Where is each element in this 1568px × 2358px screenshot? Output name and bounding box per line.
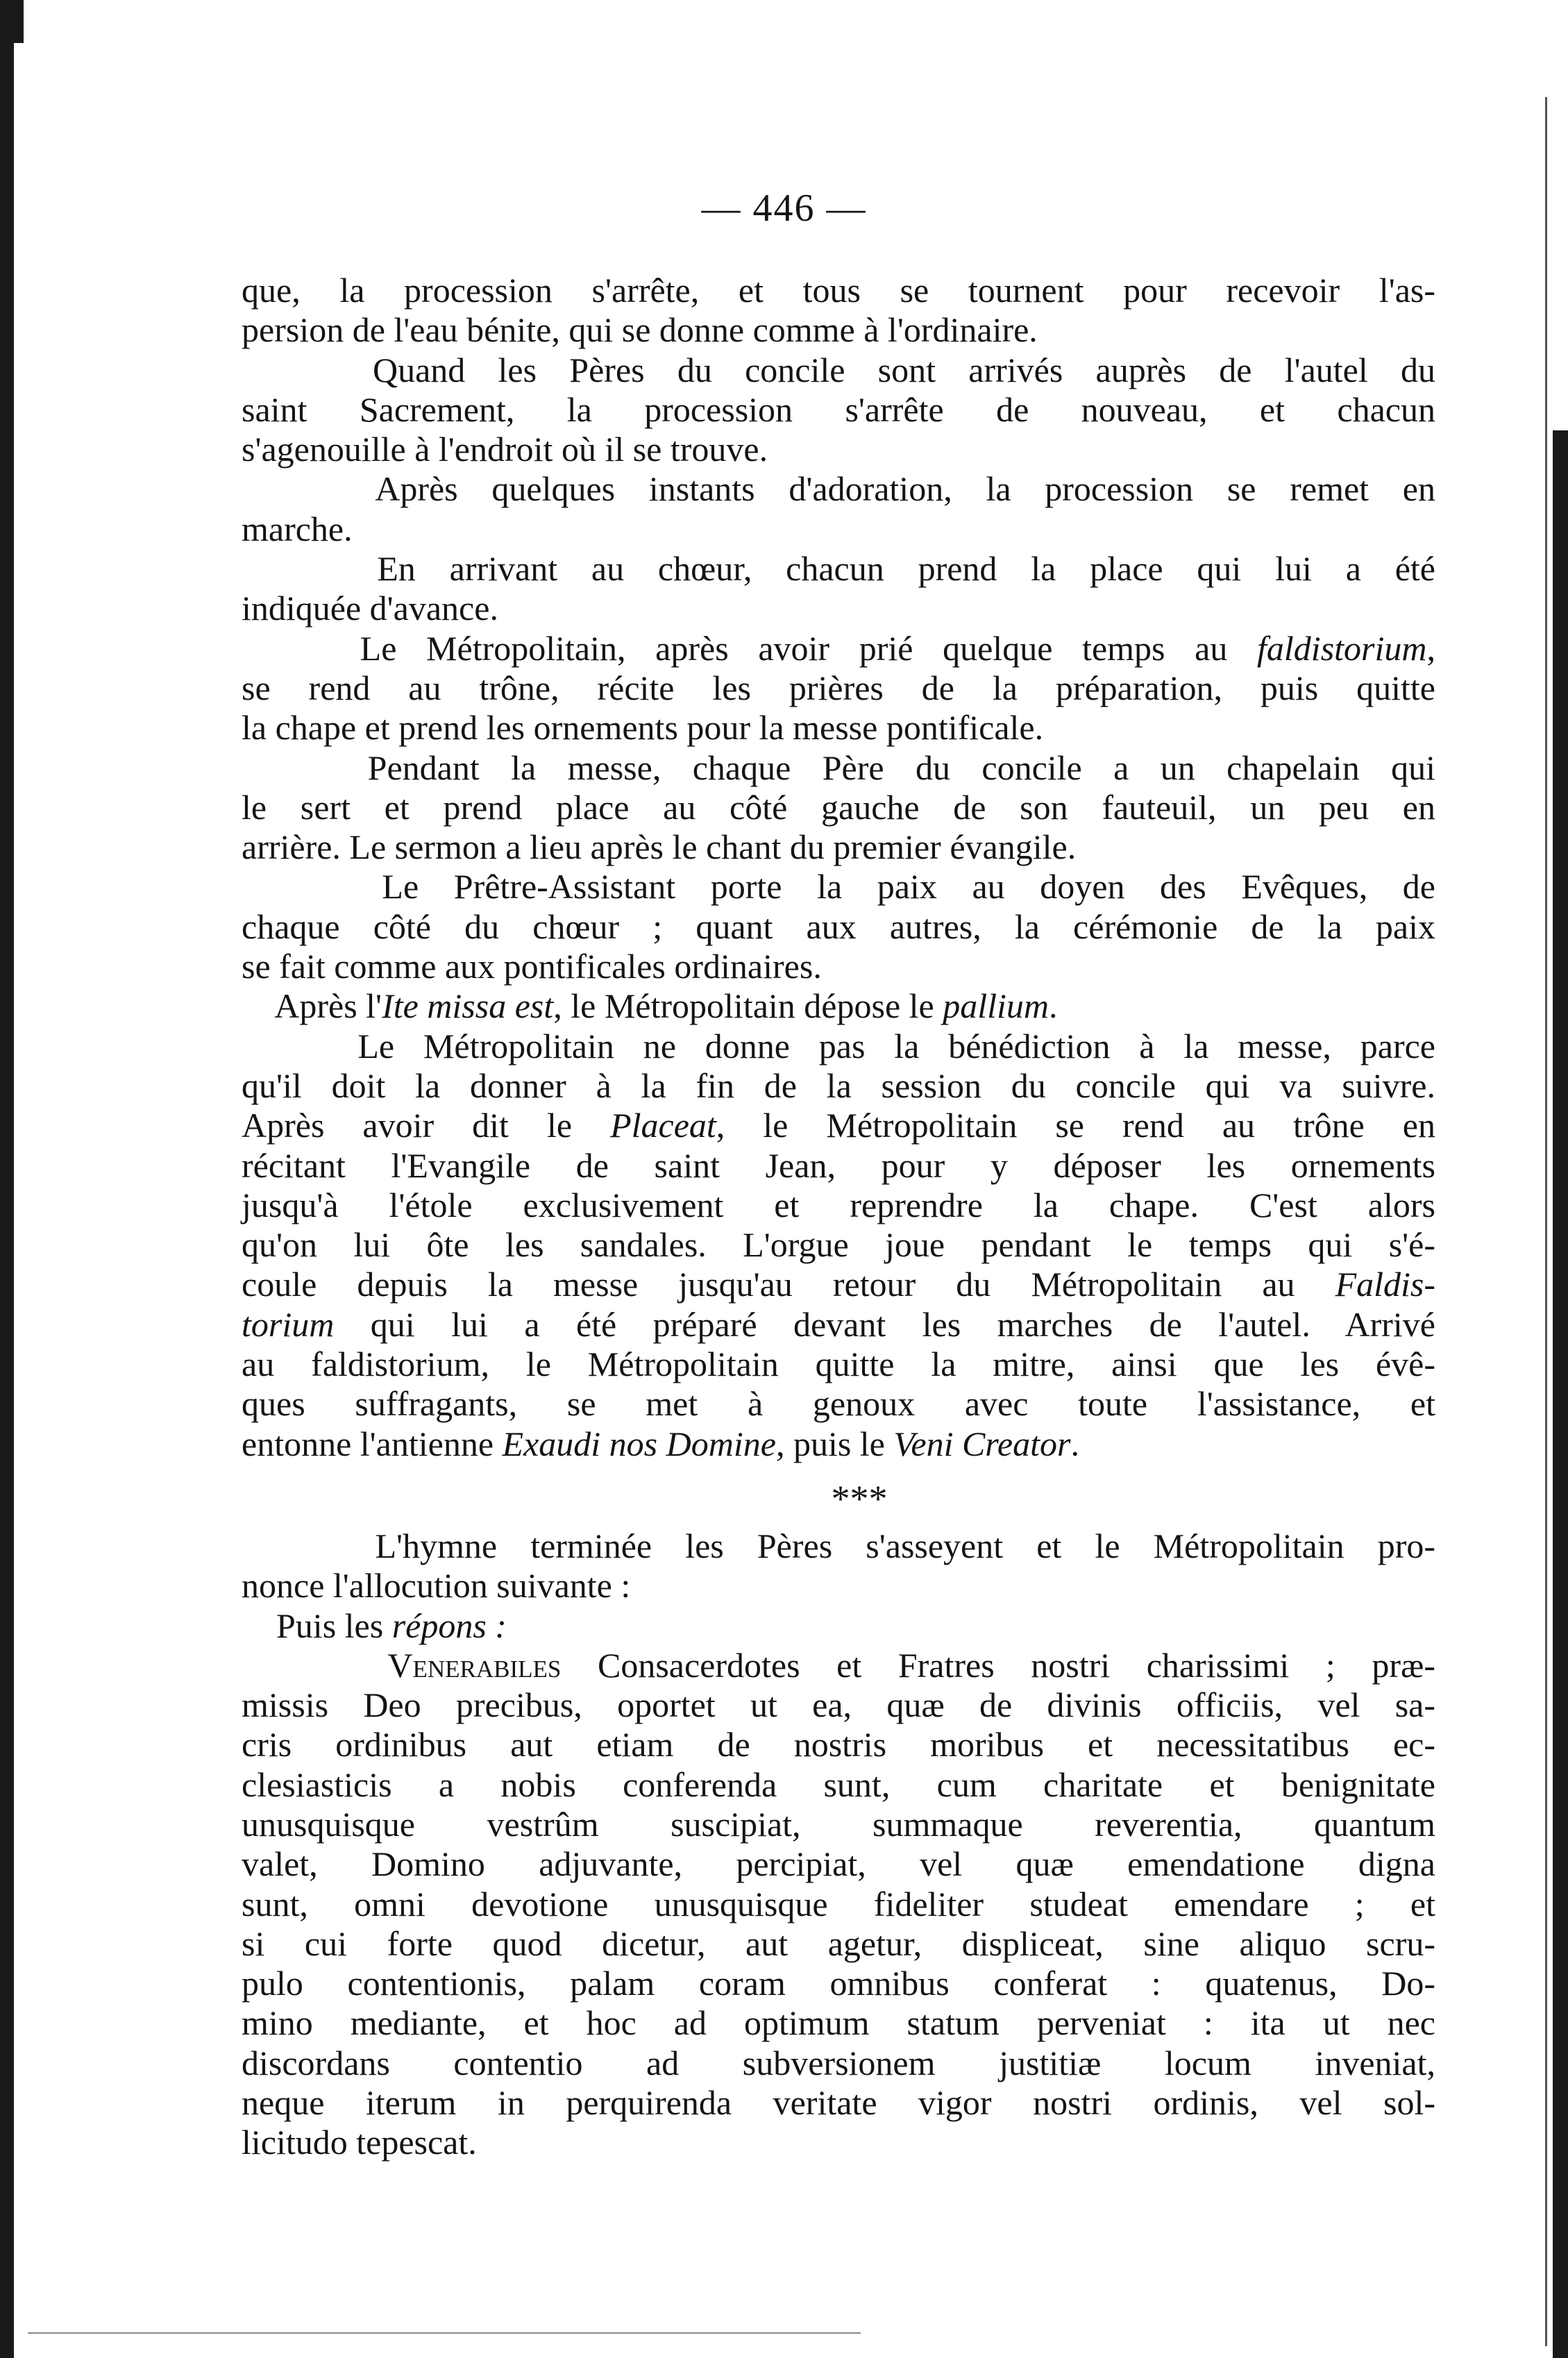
italic-run: Placeat [610, 1106, 716, 1145]
text-run: Pendant la messe, chaque Père du concile a un chapelain qui [367, 748, 1436, 787]
page-edge-left-notch [0, 0, 24, 43]
text-run: valet, Domino adjuvante, percipiat, vel quæ emendatione digna [242, 1844, 1435, 1884]
text-run: Après l' [274, 986, 382, 1026]
text-line [242, 1566, 1435, 1606]
italic-run: Exaudi nos Domine [502, 1424, 776, 1463]
section-separator: *** [831, 1477, 888, 1519]
text-run: En arrivant au chœur, chacun prend la place qui lui a été [377, 549, 1435, 589]
text-line [242, 1146, 1435, 1186]
text-line [242, 867, 1435, 907]
text-line [242, 947, 1435, 986]
text-line [242, 1924, 1435, 1964]
text-line [242, 351, 1435, 390]
text-line [242, 510, 1435, 549]
text-line [242, 1305, 1435, 1345]
text-run: qu'on lui ôte les sandales. L'orgue joue pendant le temps qui s'é- [242, 1225, 1435, 1265]
text-run: Quand les Pères du concile sont arrivés auprès de l'autel du [372, 350, 1435, 389]
text-run: Le Métropolitain ne donne pas la bénédiction à la messe, parce [357, 1026, 1435, 1066]
text-run: cris ordinibus aut etiam de nostris moribus et necessitatibus ec- [242, 1725, 1435, 1765]
text-line [242, 1027, 1435, 1066]
text-run: unusquisque vestrûm suscipiat, summaque reverentia, quantum [242, 1804, 1435, 1844]
text-run: coule depuis la messe jusqu'au retour du Métropolitain au [242, 1265, 1335, 1304]
italic-run: Faldis- [1335, 1265, 1435, 1304]
text-run: jusqu'à l'étole exclusivement et reprendre la chape. C'est alors [242, 1185, 1435, 1224]
page-number: — 446 — [701, 187, 867, 230]
text-run: se fait comme aux pontificales ordinaires. [242, 947, 822, 986]
text-line [242, 1066, 1435, 1106]
italic-run: pallium [943, 986, 1049, 1026]
text-line [242, 1685, 1435, 1725]
text-run: au faldistorium, le Métropolitain quitte la mitre, ainsi que les évê- [242, 1345, 1435, 1384]
body-text [242, 271, 1435, 2163]
text-run: Consacerdotes et Fratres nostri charissimi ; præ- [561, 1645, 1435, 1685]
text-line [242, 469, 1435, 509]
text-run: chaque côté du chœur ; quant aux autres, la cérémonie de la paix [242, 907, 1435, 946]
text-run: la chape et prend les ornements pour la messe pontificale. [242, 708, 1044, 748]
text-run: pulo contentionis, palam coram omnibus conferat : quatenus, Do- [242, 1964, 1435, 2003]
text-run: Après avoir dit le [242, 1106, 611, 1145]
bottom-rule [28, 2332, 861, 2334]
text-run: indiquée d'avance. [242, 589, 498, 628]
text-run: marche. [242, 509, 353, 548]
text-line [242, 390, 1435, 430]
text-line [242, 1805, 1435, 1844]
text-run: , [1426, 628, 1435, 668]
text-run: entonne l'antienne [242, 1424, 503, 1463]
text-run: discordans contentio ad subversionem justitiæ locum inveniat, [242, 2043, 1435, 2082]
text-line [242, 1186, 1435, 1225]
text-run: L'hymne terminée les Pères s'asseyent et le Métropolitain pro- [375, 1526, 1436, 1565]
text-line [242, 827, 1435, 867]
text-run: qu'il doit la donner à la fin de la session du concile qui va suivre. [242, 1066, 1435, 1105]
text-run: licitudo tepescat. [242, 2123, 477, 2162]
text-run: , puis le [775, 1424, 894, 1463]
text-line [242, 629, 1435, 668]
text-line [242, 1606, 1435, 1646]
text-line [242, 907, 1435, 947]
text-line [242, 668, 1435, 708]
text-run: , le Métropolitain se rend au trône en [716, 1106, 1435, 1145]
text-run: saint Sacrement, la procession s'arrête de nouveau, et chacun [242, 389, 1435, 429]
text-run: mino mediante, et hoc ad optimum statum perveniat : ita ut nec [242, 2003, 1435, 2043]
text-line [242, 2123, 1435, 2162]
text-run: clesiasticis a nobis conferenda sunt, cum charitate et benignitate [242, 1765, 1435, 1804]
text-run: . [1070, 1424, 1079, 1463]
italic-run: Ite missa est [382, 986, 554, 1026]
text-line [242, 2044, 1435, 2083]
page-edge-left [0, 0, 14, 2358]
text-run: , le Métropolitain dépose le [553, 986, 943, 1026]
text-run: . [1049, 986, 1058, 1026]
page-edge-right [1553, 430, 1568, 2358]
italic-run: Veni Creator [893, 1424, 1071, 1463]
page-edge-right-line [1545, 97, 1547, 2346]
text-line [242, 1844, 1435, 1884]
text-run: arrière. Le sermon a lieu après le chant du premier évangile. [242, 827, 1077, 867]
text-line [242, 1265, 1435, 1304]
text-line [242, 1384, 1435, 1424]
text-run: le sert et prend place au côté gauche de son fauteuil, un peu en [242, 787, 1435, 827]
text-line [242, 1424, 1435, 1464]
text-run: neque iterum in perquirenda veritate vigor nostri ordinis, vel sol- [242, 2083, 1435, 2123]
text-line [242, 1345, 1435, 1384]
text-run: se rend au trône, récite les prières de la préparation, puis quitte [242, 668, 1435, 707]
text-run: si cui forte quod dicetur, aut agetur, displiceat, sine aliquo scru- [242, 1923, 1435, 1963]
italic-run: répons : [391, 1606, 507, 1645]
text-line [242, 986, 1435, 1026]
text-run: ques suffragants, se met à genoux avec toute l'assistance, et [242, 1384, 1435, 1424]
text-run: que, la procession s'arrête, et tous se tournent pour recevoir l'as- [242, 271, 1435, 310]
text-line [242, 788, 1435, 827]
text-line [242, 1225, 1435, 1265]
text-run: Puis les [276, 1606, 392, 1645]
text-line [242, 1885, 1435, 1924]
text-line [242, 748, 1435, 788]
text-line [242, 2083, 1435, 2123]
text-line [242, 708, 1435, 748]
text-line [242, 549, 1435, 589]
text-run: missis Deo precibus, oportet ut ea, quæ de divinis officiis, vel sa- [242, 1685, 1435, 1725]
small-caps-run: Venerabiles [387, 1645, 562, 1685]
text-line [242, 1646, 1435, 1685]
italic-run: torium [242, 1304, 335, 1344]
text-run: s'agenouille à l'endroit où il se trouve. [242, 430, 768, 469]
text-line [242, 1964, 1435, 2003]
text-run: nonce l'allocution suivante : [242, 1566, 631, 1606]
text-run: Le Prêtre-Assistant porte la paix au doyen des Evêques, de [382, 867, 1435, 907]
italic-run: faldistorium [1257, 628, 1427, 668]
text-run: Après quelques instants d'adoration, la procession se remet en [375, 469, 1435, 509]
text-run: qui lui a été préparé devant les marches de l'autel. Arrivé [334, 1304, 1435, 1344]
text-line [242, 1106, 1435, 1145]
text-line [242, 1526, 1435, 1566]
text-line [242, 589, 1435, 628]
text-run: Le Métropolitain, après avoir prié quelque temps au [360, 628, 1258, 668]
text-run: récitant l'Evangile de saint Jean, pour y déposer les ornements [242, 1145, 1435, 1185]
text-run: persion de l'eau bénite, qui se donne comme à l'ordinaire. [242, 310, 1038, 350]
text-line [242, 1765, 1435, 1805]
text-run: sunt, omni devotione unusquisque fideliter studeat emendare ; et [242, 1884, 1435, 1923]
text-line [242, 271, 1435, 310]
text-line [242, 430, 1435, 469]
text-line [242, 310, 1435, 350]
text-line [242, 1725, 1435, 1765]
text-line [242, 2003, 1435, 2043]
